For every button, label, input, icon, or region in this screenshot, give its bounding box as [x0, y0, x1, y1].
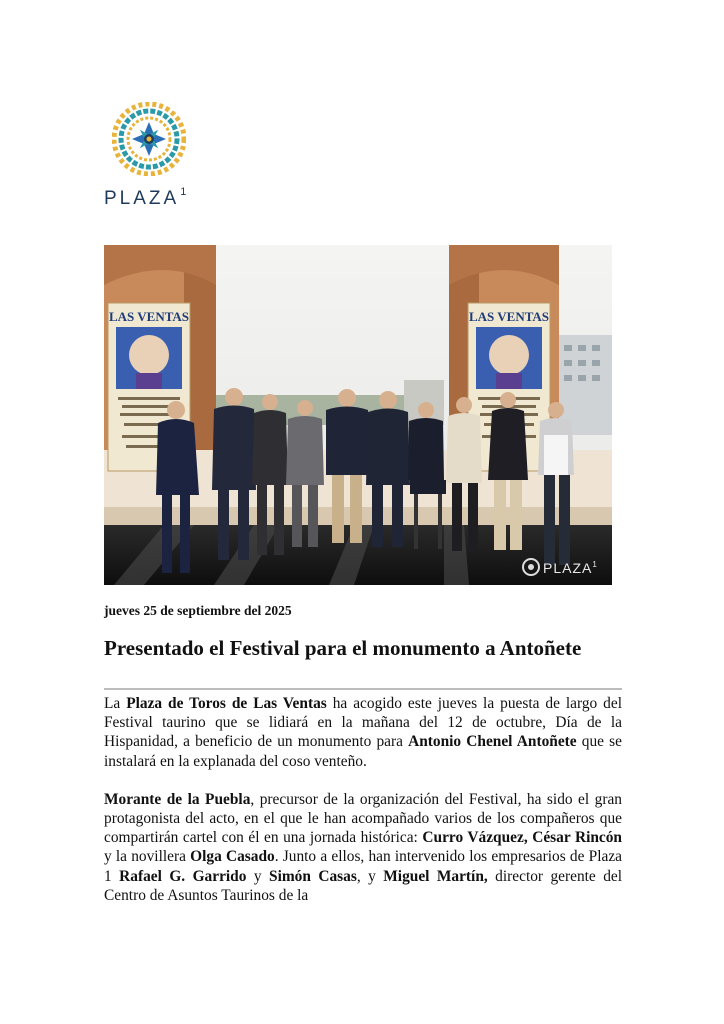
article-title: Presentado el Festival para el monumento a Antoñete: [104, 636, 582, 660]
article-body: [104, 694, 622, 924]
group-photo: [104, 245, 612, 585]
plaza1-wordmark: PLAZA$^1$: [104, 186, 187, 209]
svg-text:PLAZA1: PLAZA$^1$: [543, 560, 598, 576]
paragraph-1: La Plaza de Toros de Las Ventas ha acogido este jueves la puesta de largo del Festival taurino que se lidiará en la mañana del 12 de octubre, Día de la Hispanidad, a beneficio de un monumento para Antonio Chenel Antoñete que se instalará en la explanada del coso venteño.: [104, 695, 622, 770]
svg-text:LAS VENTAS: LAS VENTAS: [108, 309, 190, 324]
paragraph-2: Morante de la Puebla, precursor de la organización del Festival, ha sido el gran protagonista del acto, en el que le han acompañado varios de los compañeros que compartirán cartel con él en una jornada histórica: Curro Vázquez, César Rincón y la novillera Olga Casado. Junto a ellos, han intervenido los empresarios de Plaza 1 Rafael G. Garrido y Simón Casas, y Miguel Martín, director gerente del Centro de Asuntos Taurinos de la: [104, 790, 623, 904]
svg-text:LAS VENTAS: LAS VENTAS: [468, 309, 550, 324]
plaza1-mosaic-icon: [112, 102, 186, 176]
title-divider: [104, 688, 622, 690]
article-date: jueves 25 de septiembre del 2025: [104, 603, 292, 618]
group-photo-image: [104, 245, 612, 585]
